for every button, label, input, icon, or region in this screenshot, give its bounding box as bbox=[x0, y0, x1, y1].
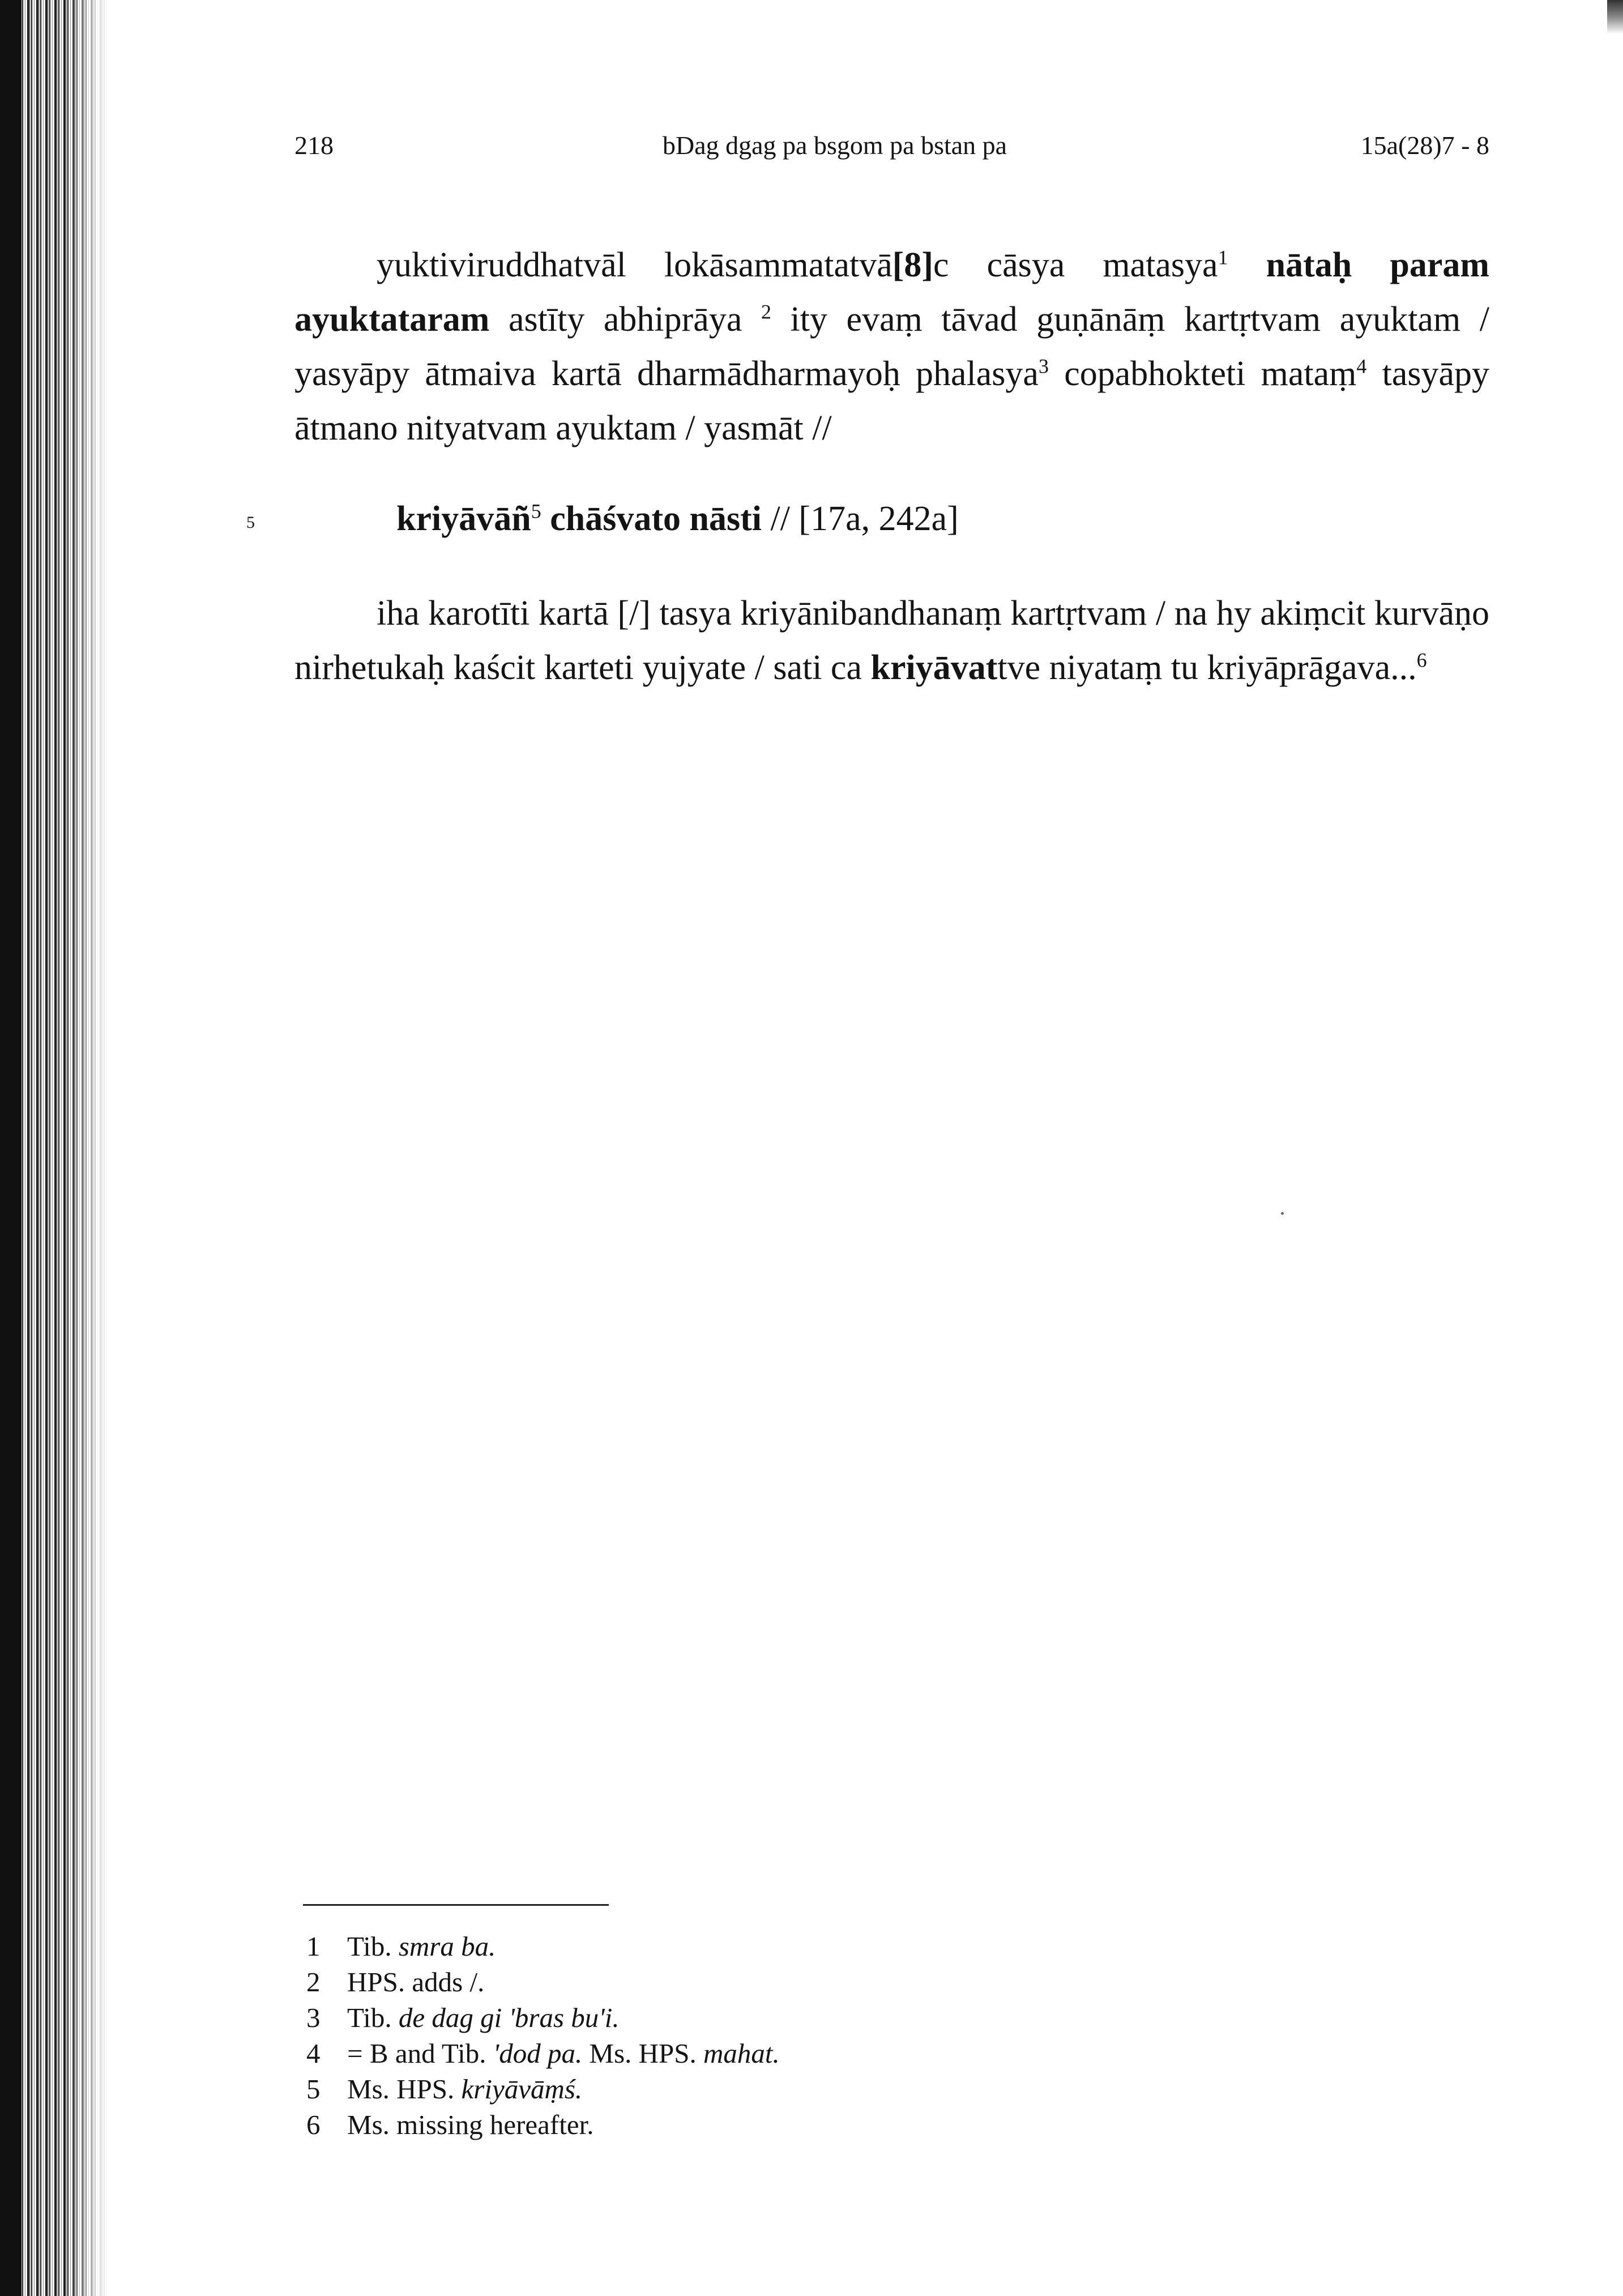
footnote-ref-6[interactable]: 6 bbox=[1416, 648, 1427, 672]
footnote-6 bbox=[303, 2107, 1379, 2143]
running-title: bDag dgag pa bsgom pa bstan pa bbox=[663, 131, 1007, 160]
footnote-text: Ms. HPS. bbox=[582, 2038, 704, 2069]
folio-reference: 15a(28)7 - 8 bbox=[1360, 131, 1489, 160]
footnote-4 bbox=[303, 2035, 1379, 2071]
footnote-text: Tib. bbox=[347, 1931, 399, 1962]
footnote-number: 6 bbox=[306, 2109, 321, 2140]
running-head bbox=[294, 130, 1489, 164]
footnote-text: HPS. adds /. bbox=[347, 1966, 485, 1998]
binding-fade bbox=[68, 0, 119, 2296]
footnote-ref-1[interactable]: 1 bbox=[1218, 246, 1228, 269]
verse-reference: // [17a, 242a] bbox=[761, 500, 959, 538]
scan-corner-mark bbox=[1607, 0, 1623, 34]
lemma-bold: kriyāvat bbox=[870, 648, 998, 687]
text-run: yuktiviruddhatvāl lokāsammatatvā bbox=[377, 246, 892, 284]
text-run: astīty abhiprāya bbox=[489, 300, 761, 339]
footnote-1 bbox=[303, 1928, 1379, 1964]
footnote-italic: de dag gi 'bras bu'i. bbox=[398, 2002, 620, 2033]
footnote-ref-2[interactable]: 2 bbox=[761, 300, 771, 323]
footnote-ref-3[interactable]: 3 bbox=[1038, 355, 1049, 378]
text-run: tasyāpy ātmano nityatvam ayuktam / yasmāt // bbox=[294, 355, 1489, 447]
footnote-number: 5 bbox=[306, 2073, 321, 2105]
footnote-text: Ms. HPS. bbox=[347, 2073, 462, 2105]
footnote-italic: kriyāvāṃś. bbox=[461, 2073, 583, 2105]
footnote-ref-4[interactable]: 4 bbox=[1356, 355, 1367, 378]
verse-bold: kriyāvāñ bbox=[396, 500, 531, 538]
verse-line bbox=[294, 492, 1489, 546]
folio-marker: [8] bbox=[892, 246, 934, 284]
verse-bold: chāśvato nāsti bbox=[541, 500, 762, 538]
footnote-3 bbox=[303, 2000, 1379, 2035]
margin-line-number: 5 bbox=[246, 513, 255, 532]
footnote-text: = B and Tib. bbox=[347, 2038, 493, 2069]
footnote-number: 1 bbox=[306, 1931, 321, 1962]
text-run bbox=[1228, 246, 1266, 284]
footnote-rule bbox=[303, 1904, 609, 1906]
footnote-italic: mahat. bbox=[703, 2038, 780, 2069]
footnote-2 bbox=[303, 1964, 1379, 2000]
footnote-text: Ms. missing hereafter. bbox=[347, 2109, 594, 2140]
text-run: iha karotīti kartā [/] tasya kriyānibandhanaṃ kartṛtvam / na hy akiṃcit kurvāṇo nirhetukaḥ kaścit karteti yujyate / sati ca bbox=[294, 594, 1489, 687]
text-run: copabhokteti mataṃ bbox=[1048, 355, 1357, 393]
footnote-italic: 'dod pa. bbox=[493, 2038, 583, 2069]
lemma-bold: nātaḥ param ayuktataram bbox=[294, 246, 1489, 339]
text-run: tve niyataṃ tu kriyāprāgava... bbox=[997, 648, 1417, 687]
text-run: ity evaṃ tāvad guṇānāṃ kartṛtvam ayuktam / yasyāpy ātmaiva kartā dharmādharmayoḥ phalasya bbox=[294, 300, 1489, 393]
paragraph-1 bbox=[294, 238, 1489, 455]
footnote-number: 2 bbox=[306, 1966, 321, 1998]
footnote-5 bbox=[303, 2071, 1379, 2107]
footnote-italic: smra ba. bbox=[398, 1931, 496, 1962]
scan-speck bbox=[1281, 1212, 1284, 1215]
footnote-number: 3 bbox=[306, 2002, 321, 2033]
footnote-number: 4 bbox=[306, 2038, 321, 2069]
text-run: c cāsya matasya bbox=[933, 246, 1218, 284]
footnote-list bbox=[303, 1928, 1379, 2143]
footnote-text: Tib. bbox=[347, 2002, 399, 2033]
page-number: 218 bbox=[294, 131, 334, 160]
footnote-ref-5[interactable]: 5 bbox=[531, 500, 541, 523]
paragraph-2 bbox=[294, 586, 1489, 695]
binding-shadow bbox=[0, 0, 22, 2296]
